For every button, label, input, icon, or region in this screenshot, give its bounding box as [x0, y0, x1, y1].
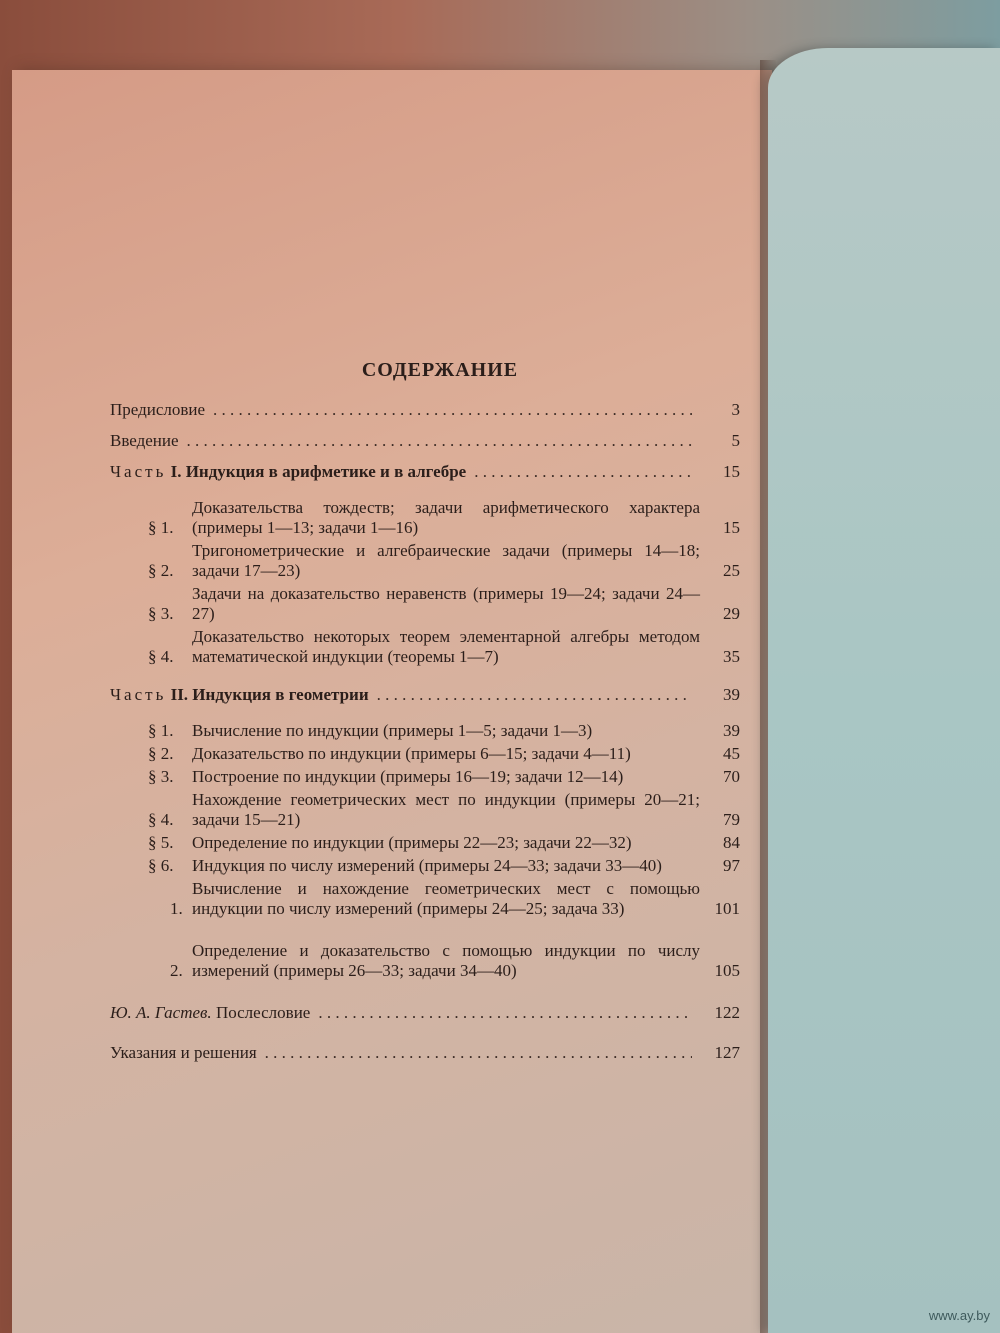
toc-entry-text: Доказательство по индукции (примеры 6—15; задачи 4—11) [192, 744, 631, 763]
section-marker: § 1. [148, 721, 174, 740]
toc-entry-text: Предисловие [110, 400, 206, 419]
section-marker: § 2. [148, 561, 174, 580]
dot-leader [377, 685, 692, 705]
toc-entry-text: Тригонометрические и алгебраические задачи (примеры 14—18; задачи 17—23) [192, 541, 700, 580]
toc-entry-introduction [110, 431, 740, 451]
toc-entry-section [148, 790, 740, 830]
watermark: www.ay.by [928, 1308, 990, 1323]
toc-entry-subsection [170, 941, 740, 981]
toc-entry-subsection [170, 879, 740, 919]
toc-entry-text: Построение по индукции (примеры 16—19; задачи 12—14) [192, 767, 624, 786]
section-marker: § 4. [148, 810, 174, 829]
toc-page-number: 79 [723, 810, 740, 829]
toc-page-number: 70 [723, 767, 740, 786]
toc-page-number: 15 [723, 518, 740, 537]
toc-page-number: 5 [731, 431, 740, 450]
toc-part-heading [110, 462, 466, 482]
toc-entry-section [148, 721, 740, 741]
toc-page-number: 84 [723, 833, 740, 852]
section-marker: § 1. [148, 518, 174, 537]
toc-entry-text: Задачи на доказательство неравенств (примеры 19—24; задачи 24—27) [192, 584, 700, 623]
toc-entry-text: Послесловие [215, 1003, 311, 1022]
section-marker: § 3. [148, 604, 174, 623]
dot-leader [265, 1043, 692, 1063]
toc-page-number: 3 [731, 400, 740, 419]
table-of-contents [110, 360, 740, 1074]
dot-leader [474, 462, 692, 482]
section-marker: § 4. [148, 647, 174, 666]
toc-entry-section [148, 833, 740, 853]
subsection-marker: 2. [170, 961, 183, 980]
toc-page-number: 39 [723, 685, 740, 704]
toc-page-number: 122 [714, 1003, 740, 1022]
toc-entry-text: Введение [110, 431, 179, 450]
part-title: I. Индукция в арифметике и в алгебре [170, 462, 467, 481]
toc-entry-text: Определение и доказательство с помощью индукции по числу измерений (примеры 26—33; задачи 34—40) [192, 941, 700, 980]
toc-page-number: 25 [723, 561, 740, 580]
toc-entry-text: Определение по индукции (примеры 22—23; задачи 22—32) [192, 833, 632, 852]
toc-entry-preface [110, 400, 740, 420]
toc-entry-text: Указания и решения [110, 1043, 257, 1062]
author-name: Ю. А. Гастев. [110, 1003, 212, 1022]
part-prefix: Часть [110, 685, 167, 704]
toc-entry-text: Вычисление и нахождение геометрических мест с помощью индукции по числу измерений (примеры 24—25; задача 33) [192, 879, 700, 918]
dot-leader [187, 431, 692, 451]
subsection-marker: 1. [170, 899, 183, 918]
toc-page-number: 29 [723, 604, 740, 623]
section-marker: § 5. [148, 833, 174, 852]
toc-entry-section [148, 627, 740, 667]
toc-page-number: 101 [714, 899, 740, 918]
toc-entry-text-group [110, 1003, 310, 1023]
toc-page-number: 105 [714, 961, 740, 980]
toc-entry-solutions [110, 1043, 740, 1063]
toc-entry-afterword [110, 1003, 740, 1023]
toc-entry-text: Доказательства тождеств; задачи арифметического характера (примеры 1—13; задачи 1—16) [192, 498, 700, 537]
toc-page-number: 127 [714, 1043, 740, 1062]
section-marker: § 3. [148, 767, 174, 786]
toc-entry-section [148, 541, 740, 581]
toc-entry-section [148, 744, 740, 764]
toc-part-heading [110, 685, 369, 705]
toc-page-number: 45 [723, 744, 740, 763]
toc-entry-text: Вычисление по индукции (примеры 1—5; задачи 1—3) [192, 721, 593, 740]
part-prefix: Часть [110, 462, 167, 481]
toc-page-number: 15 [723, 462, 740, 481]
toc-entry-part-1 [110, 462, 740, 482]
section-marker: § 6. [148, 856, 174, 875]
right-page [768, 48, 1000, 1333]
section-marker: § 2. [148, 744, 174, 763]
toc-entry-section [148, 856, 740, 876]
toc-entry-text: Доказательство некоторых теорем элементарной алгебры методом математической индукции (теоремы 1—7) [192, 627, 700, 666]
part-title: II. Индукция в геометрии [170, 685, 369, 704]
toc-title: СОДЕРЖАНИЕ [361, 359, 519, 381]
toc-entry-part-2 [110, 685, 740, 705]
toc-entry-section [148, 498, 740, 538]
dot-leader [318, 1003, 692, 1023]
toc-page-number: 39 [723, 721, 740, 740]
toc-entry-text: Индукция по числу измерений (примеры 24—33; задачи 33—40) [192, 856, 662, 875]
toc-page-number: 35 [723, 647, 740, 666]
dot-leader [213, 400, 692, 420]
toc-entry-text: Нахождение геометрических мест по индукции (примеры 20—21; задачи 15—21) [192, 790, 700, 829]
toc-page-number: 97 [723, 856, 740, 875]
toc-entry-section [148, 584, 740, 624]
toc-entry-section [148, 767, 740, 787]
